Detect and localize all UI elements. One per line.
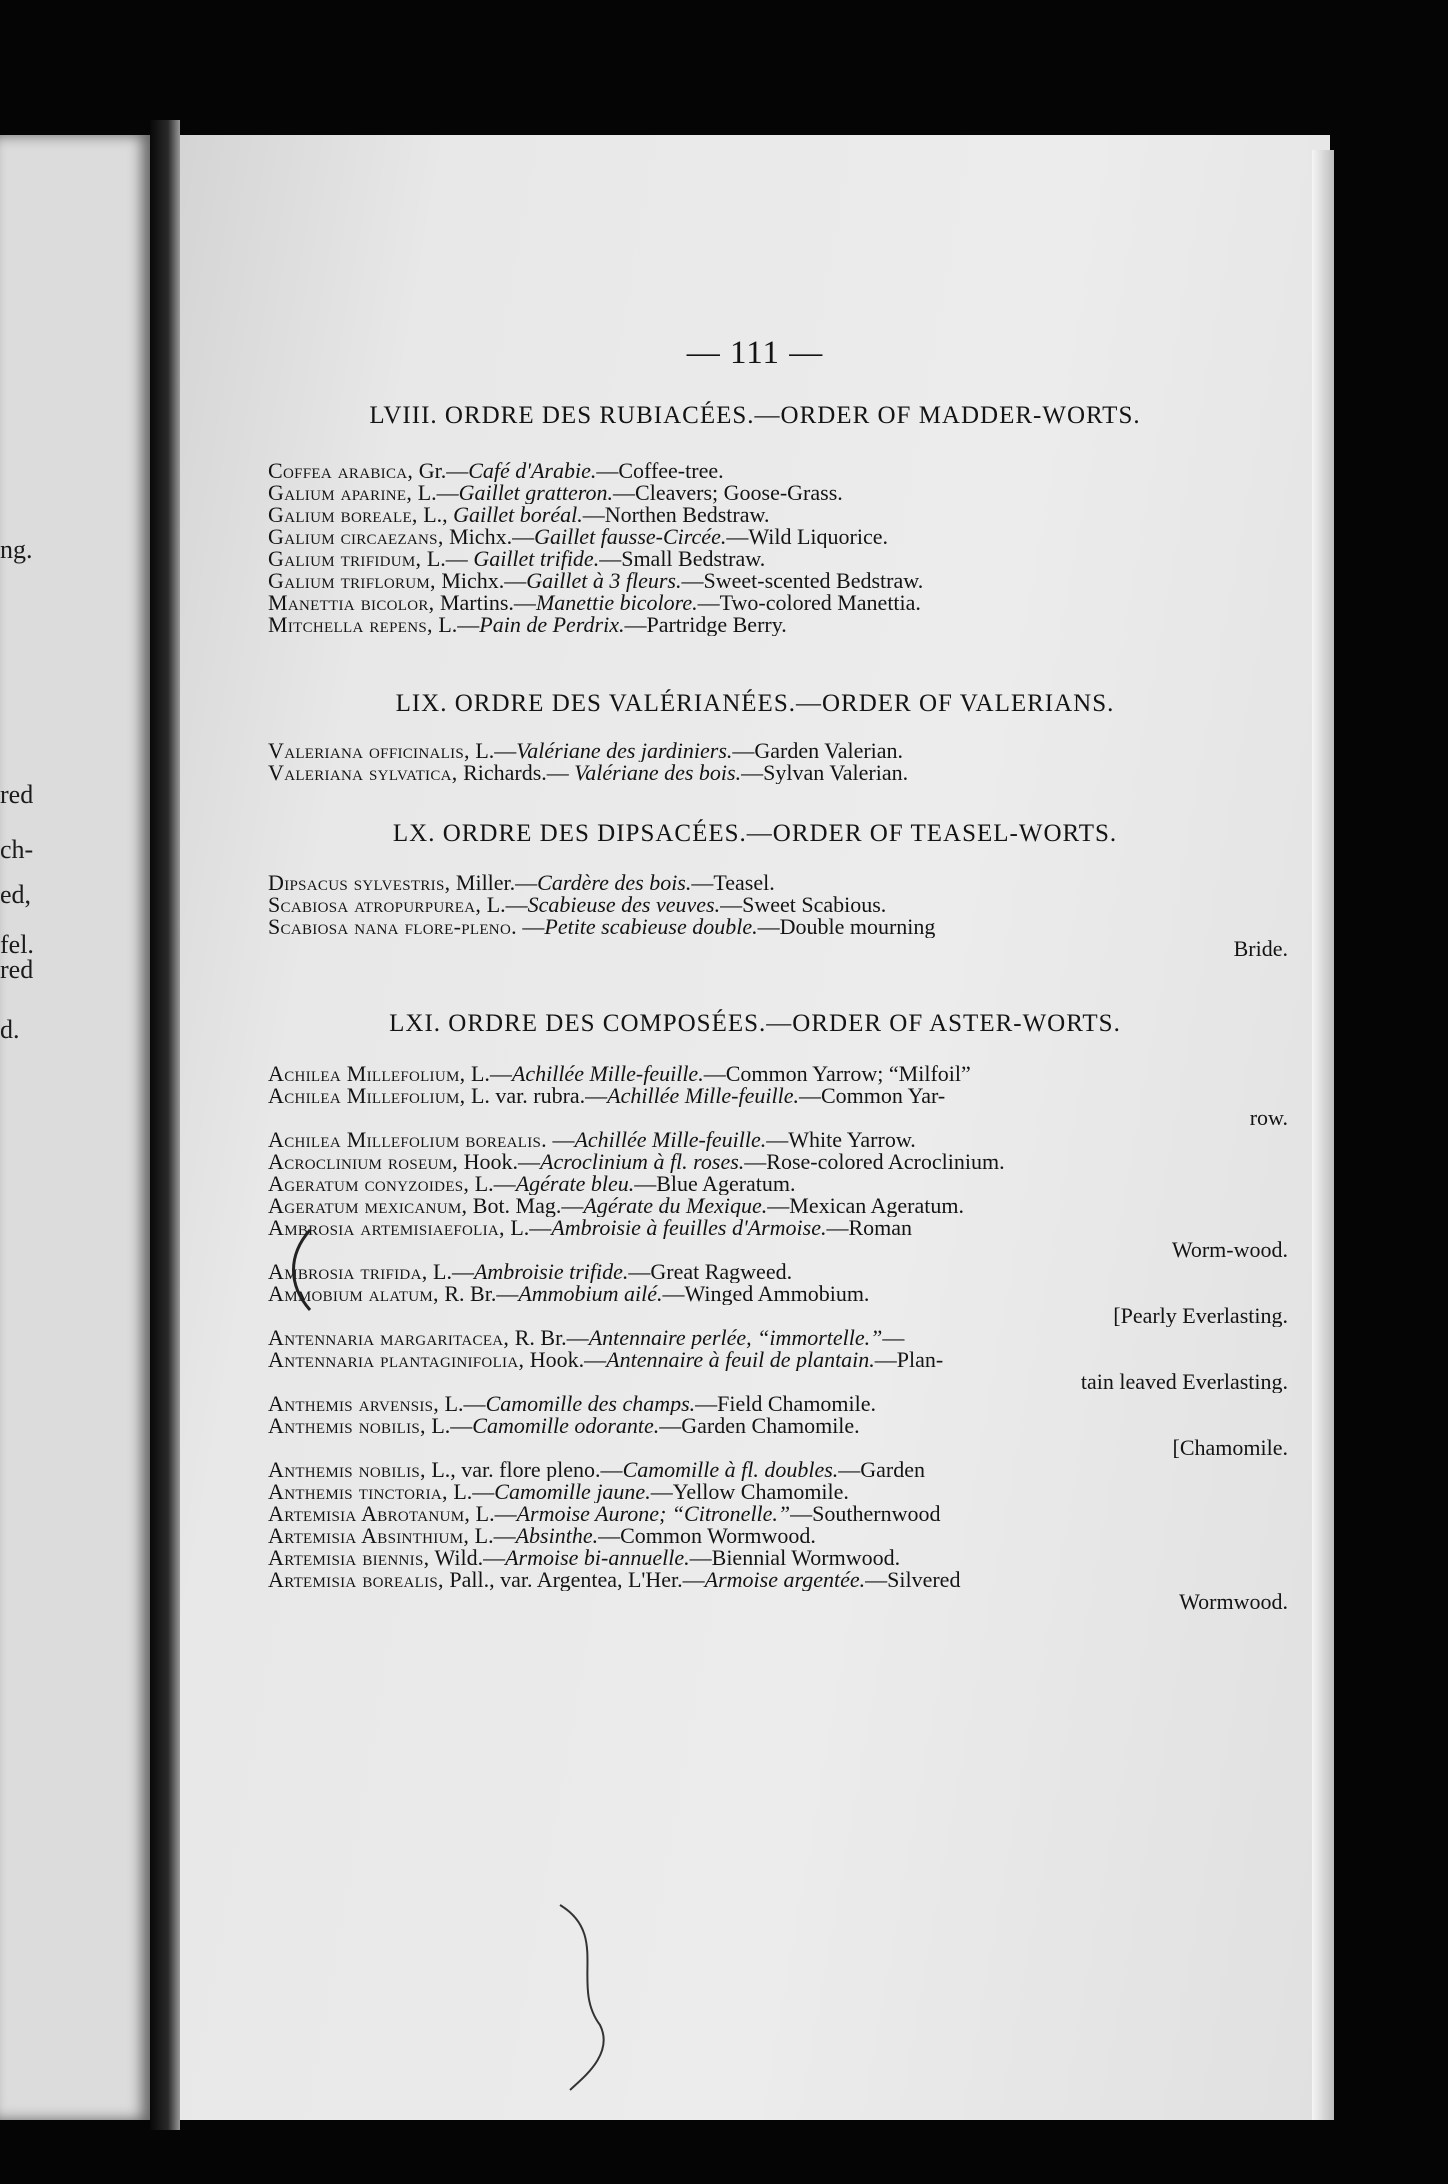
english-name: —Teasel. xyxy=(691,872,775,894)
english-name: —Coffee-tree. xyxy=(596,460,724,482)
entry-line xyxy=(268,482,1288,504)
english-name: —Sweet-scented Bedstraw. xyxy=(681,570,924,592)
latin-name: Artemisia Abrotanum, xyxy=(268,1503,471,1525)
left-page-fragment xyxy=(0,135,150,2120)
entry-line xyxy=(268,570,1288,592)
section-heading: LIX. ORDRE DES VALÉRIANÉES.—ORDER OF VALERIANS. xyxy=(395,690,1115,717)
english-name: —Winged Ammobium. xyxy=(662,1283,870,1305)
authority: Hook.— xyxy=(529,1349,607,1371)
entry-line xyxy=(268,1085,1288,1107)
french-name: Camomille jaune. xyxy=(494,1481,651,1503)
french-name: Gaillet fausse-Circée. xyxy=(534,526,727,548)
entry-continuation: Wormwood. xyxy=(1179,1591,1288,1613)
english-name: —Roman xyxy=(826,1217,913,1239)
latin-name: Galium aparine, xyxy=(268,482,413,504)
authority: L., var. flore pleno.— xyxy=(431,1459,623,1481)
latin-name: Ammobium alatum, xyxy=(268,1283,439,1305)
left-fragment-text: ch- xyxy=(0,835,34,864)
french-name: Achillée Mille-feuille. xyxy=(607,1085,799,1107)
english-name: —Mexican Ageratum. xyxy=(767,1195,964,1217)
latin-name: Achilea Millefolium, xyxy=(268,1063,466,1085)
entry-line xyxy=(268,526,1288,548)
french-name: Scabieuse des veuves. xyxy=(527,894,721,916)
english-name: —Garden Chamomile. xyxy=(659,1415,860,1437)
left-fragment-text: ed, xyxy=(0,880,32,909)
latin-name: Artemisia biennis, xyxy=(268,1547,430,1569)
french-name: Antennaire à feuil de plantain. xyxy=(606,1349,875,1371)
entry-continuation: row. xyxy=(1249,1107,1288,1129)
entry-line xyxy=(268,1261,1288,1283)
entry-line xyxy=(268,1063,1288,1085)
french-name: Ambroisie à feuilles d'Armoise. xyxy=(551,1217,827,1239)
french-name: Acroclinium à fl. roses. xyxy=(540,1151,745,1173)
entry-line xyxy=(268,1525,1288,1547)
entry-list xyxy=(268,740,1288,784)
latin-name: Acroclinium roseum, xyxy=(268,1151,459,1173)
section-heading: LVIII. ORDRE DES RUBIACÉES.—ORDER OF MADDER-WORTS. xyxy=(369,402,1141,429)
french-name: Armoise argentée. xyxy=(704,1569,866,1591)
entry-line xyxy=(268,1151,1288,1173)
entry-line xyxy=(268,762,1288,784)
french-name: Achillée Mille-feuille. xyxy=(574,1129,767,1151)
left-fragment-text: red xyxy=(0,780,34,809)
french-name: Camomille odorante. xyxy=(472,1415,660,1437)
authority: L.— xyxy=(417,482,459,504)
authority: Gr.— xyxy=(418,460,469,482)
authority: R. Br.— xyxy=(444,1283,519,1305)
latin-name: Dipsacus sylvestris, xyxy=(268,872,451,894)
entry-line xyxy=(268,1481,1288,1503)
english-name: — xyxy=(882,1327,905,1349)
authority: Michx.— xyxy=(441,570,527,592)
authority: Pall., var. Argentea, L'Her.— xyxy=(449,1569,705,1591)
french-name: Achillée Mille-feuille. xyxy=(511,1063,704,1085)
left-fragment-text: ng. xyxy=(0,535,33,564)
latin-name: Valeriana officinalis, xyxy=(268,740,470,762)
english-name: —Common Wormwood. xyxy=(598,1525,816,1547)
french-name: Agérate du Mexique. xyxy=(583,1195,768,1217)
latin-name: Achilea Millefolium borealis. xyxy=(268,1129,547,1151)
authority: L.— xyxy=(475,1503,517,1525)
english-name: —Small Bedstraw. xyxy=(599,548,766,570)
authority: L.— xyxy=(426,548,474,570)
english-name: —Garden xyxy=(838,1459,926,1481)
latin-name: Galium boreale, xyxy=(268,504,418,526)
left-fragment-text: d. xyxy=(0,1015,20,1044)
page-number: — 111 — xyxy=(686,335,824,371)
book-page xyxy=(180,135,1330,2120)
authority: Martins.— xyxy=(439,592,536,614)
french-name: Gaillet gratteron. xyxy=(458,482,614,504)
english-name: —Yellow Chamomile. xyxy=(650,1481,849,1503)
authority: Miller.— xyxy=(455,872,538,894)
authority: L.— xyxy=(453,1481,495,1503)
english-name: —White Yarrow. xyxy=(766,1129,916,1151)
left-fragment-text: fel. xyxy=(0,930,34,959)
entry-line xyxy=(268,548,1288,570)
authority: L.— xyxy=(474,1525,516,1547)
latin-name: Anthemis tinctoria, xyxy=(268,1481,448,1503)
entry-line xyxy=(268,1173,1288,1195)
latin-name: Galium trifidum, xyxy=(268,548,422,570)
french-name: Armoise Aurone; “Citronelle.” xyxy=(516,1503,791,1525)
latin-name: Ambrosia artemisiaefolia, xyxy=(268,1217,505,1239)
french-name: Valériane des jardiniers. xyxy=(516,740,733,762)
english-name: —Rose-colored Acroclinium. xyxy=(744,1151,1005,1173)
latin-name: Achilea Millefolium, xyxy=(268,1085,466,1107)
authority: L. var. rubra.— xyxy=(470,1085,608,1107)
entry-continuation: Bride. xyxy=(1233,938,1288,960)
latin-name: Artemisia Absinthium, xyxy=(268,1525,470,1547)
english-name: —Northen Bedstraw. xyxy=(582,504,770,526)
authority: — xyxy=(552,1129,575,1151)
section-heading: LX. ORDRE DES DIPSACÉES.—ORDER OF TEASEL-WORTS. xyxy=(392,820,1118,847)
french-name: Ammobium ailé. xyxy=(518,1283,663,1305)
english-name: —Great Ragweed. xyxy=(628,1261,793,1283)
latin-name: Mitchella repens, xyxy=(268,614,433,636)
latin-name: Anthemis nobilis, xyxy=(268,1415,426,1437)
latin-name: Valeriana sylvatica, xyxy=(268,762,458,784)
authority: L.— xyxy=(510,1217,552,1239)
authority: L.— xyxy=(431,1415,473,1437)
entry-line xyxy=(268,894,1288,916)
entry-line xyxy=(268,1349,1288,1371)
latin-name: Anthemis arvensis, xyxy=(268,1393,440,1415)
authority: Wild.— xyxy=(434,1547,506,1569)
french-name: Camomille à fl. doubles. xyxy=(622,1459,839,1481)
french-name: Armoise bi-annuelle. xyxy=(505,1547,690,1569)
french-name: Pain de Perdrix. xyxy=(479,614,625,636)
french-name: Café d'Arabie. xyxy=(468,460,597,482)
entry-line xyxy=(268,592,1288,614)
latin-name: Antennaria plantaginifolia, xyxy=(268,1349,525,1371)
latin-name: Manettia bicolor, xyxy=(268,592,435,614)
latin-name: Scabiosa nana flore-pleno. xyxy=(268,916,517,938)
french-name: Cardère des bois. xyxy=(537,872,692,894)
french-name: Gaillet boréal. xyxy=(453,504,583,526)
entry-line xyxy=(268,1393,1288,1415)
entry-line xyxy=(268,1129,1288,1151)
entry-continuation: [Chamomile. xyxy=(1172,1437,1288,1459)
french-name: Valériane des bois. xyxy=(574,762,742,784)
entry-line xyxy=(268,1459,1288,1481)
entry-continuation: tain leaved Everlasting. xyxy=(1080,1371,1288,1393)
french-name: Agérate bleu. xyxy=(515,1173,635,1195)
entry-list xyxy=(268,1063,1288,1613)
english-name: —Field Chamomile. xyxy=(695,1393,877,1415)
english-name: —Common Yar- xyxy=(798,1085,946,1107)
entry-line xyxy=(268,504,1288,526)
french-name: Antennaire perlée, “immortelle.” xyxy=(588,1327,883,1349)
authority: L.— xyxy=(470,1063,512,1085)
french-name: Manettie bicolore. xyxy=(535,592,698,614)
entry-list xyxy=(268,872,1288,960)
latin-name: Coffea arabica, xyxy=(268,460,414,482)
authority: L.— xyxy=(444,1393,486,1415)
entry-line xyxy=(268,1195,1288,1217)
latin-name: Galium triflorum, xyxy=(268,570,436,592)
authority: L.— xyxy=(486,894,528,916)
authority: Michx.— xyxy=(449,526,535,548)
french-name: Gaillet à 3 fleurs. xyxy=(526,570,682,592)
authority: R. Br.— xyxy=(514,1327,589,1349)
authority: L.— xyxy=(433,1261,474,1283)
authority: L., xyxy=(423,504,454,526)
entry-continuation: Worm-wood. xyxy=(1171,1239,1288,1261)
latin-name: Anthemis nobilis, xyxy=(268,1459,426,1481)
left-fragment-text: red xyxy=(0,955,34,984)
english-name: —Southernwood xyxy=(790,1503,941,1525)
entry-line xyxy=(268,916,1288,938)
entry-line xyxy=(268,1415,1288,1437)
english-name: —Sweet Scabious. xyxy=(720,894,887,916)
entry-line xyxy=(268,614,1288,636)
entry-line xyxy=(268,1569,1288,1591)
authority: Hook.— xyxy=(463,1151,540,1173)
entry-line xyxy=(268,740,1288,762)
english-name: —Plan- xyxy=(874,1349,944,1371)
latin-name: Antennaria margaritacea, xyxy=(268,1327,510,1349)
english-name: —Blue Ageratum. xyxy=(634,1173,796,1195)
english-name: —Cleavers; Goose-Grass. xyxy=(613,482,843,504)
entry-line xyxy=(268,1217,1288,1239)
entry-continuation: [Pearly Everlasting. xyxy=(1113,1305,1288,1327)
english-name: —Silvered xyxy=(865,1569,961,1591)
latin-name: Ageratum conyzoides, xyxy=(268,1173,470,1195)
ink-bracket xyxy=(280,1225,320,1315)
latin-name: Scabiosa atropurpurea, xyxy=(268,894,482,916)
entry-line xyxy=(268,872,1288,894)
page-edge xyxy=(1312,150,1334,2120)
ink-scribble xyxy=(540,1895,620,2095)
english-name: —Sylvan Valerian. xyxy=(741,762,909,784)
authority: L.— xyxy=(438,614,480,636)
entry-line xyxy=(268,1503,1288,1525)
entry-line xyxy=(268,1283,1288,1305)
french-name: Gaillet trifide. xyxy=(473,548,600,570)
authority: L.— xyxy=(475,740,517,762)
english-name: —Two-colored Manettia. xyxy=(697,592,921,614)
english-name: —Wild Liquorice. xyxy=(726,526,888,548)
french-name: Camomille des champs. xyxy=(485,1393,696,1415)
french-name: Ambroisie trifide. xyxy=(473,1261,629,1283)
entry-line xyxy=(268,1547,1288,1569)
english-name: —Garden Valerian. xyxy=(732,740,904,762)
book-gutter xyxy=(150,120,180,2130)
authority: — xyxy=(522,916,545,938)
latin-name: Artemisia borealis, xyxy=(268,1569,444,1591)
section-heading: LXI. ORDRE DES COMPOSÉES.—ORDER OF ASTER-WORTS. xyxy=(389,1010,1121,1037)
english-name: —Double mourning xyxy=(757,916,936,938)
authority: L.— xyxy=(474,1173,516,1195)
entry-line xyxy=(268,1327,1288,1349)
authority: Bot. Mag.— xyxy=(472,1195,584,1217)
french-name: Petite scabieuse double. xyxy=(544,916,758,938)
latin-name: Ambrosia trifida, xyxy=(268,1261,428,1283)
entry-line xyxy=(268,460,1288,482)
english-name: —Common Yarrow; “Milfoil” xyxy=(703,1063,971,1085)
authority: Richards.— xyxy=(463,762,575,784)
latin-name: Ageratum mexicanum, xyxy=(268,1195,468,1217)
english-name: —Biennial Wormwood. xyxy=(689,1547,901,1569)
french-name: Absinthe. xyxy=(515,1525,599,1547)
latin-name: Galium circaezans, xyxy=(268,526,444,548)
entry-list xyxy=(268,460,1288,636)
english-name: —Partridge Berry. xyxy=(624,614,787,636)
